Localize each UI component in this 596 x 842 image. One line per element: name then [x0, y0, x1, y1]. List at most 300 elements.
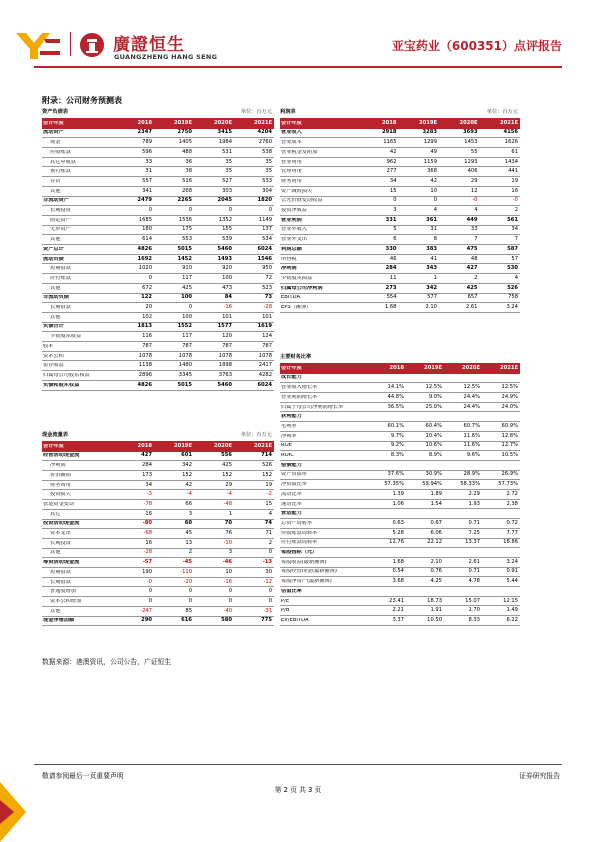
row-label: 短期借款 [50, 569, 71, 575]
row-value: 14.1% [387, 384, 404, 391]
row-value: 0 [268, 549, 272, 556]
row-label: 营业收入增长率 [281, 385, 318, 391]
row-label: 少数股东权益 [50, 334, 82, 340]
table-row [280, 265, 520, 275]
table-row [42, 294, 274, 304]
row-value: 1546 [257, 255, 272, 262]
header-divider [34, 66, 562, 68]
table-row [42, 362, 274, 372]
table-row [280, 393, 520, 403]
header-year: 2019E [424, 365, 442, 372]
row-value: 2.38 [506, 500, 518, 507]
row-value: -110 [180, 568, 192, 575]
row-label: 估值比率 [281, 588, 302, 594]
header-year: 2018 [382, 120, 397, 127]
row-value: 0.54 [392, 568, 404, 575]
table-row [280, 129, 520, 139]
table-row [42, 197, 274, 207]
row-value: 1 [433, 274, 437, 281]
row-value: 85 [185, 607, 192, 614]
row-value: 60.1% [387, 422, 404, 429]
row-value: 10.4% [425, 432, 442, 439]
row-value: 4 [268, 510, 272, 517]
table-row [42, 226, 274, 236]
row-value: 0 [268, 207, 272, 214]
table-row [42, 332, 274, 342]
row-value: 425 [466, 284, 478, 291]
row-label: 普通股增加 [50, 589, 76, 595]
row-value: 100 [182, 313, 192, 320]
header-label: 会计年度 [43, 121, 64, 127]
row-value: -20 [183, 578, 192, 585]
row-value: 4156 [503, 129, 518, 136]
table-row [42, 520, 274, 530]
row-label: 资本公积增加 [50, 598, 82, 604]
table-row [42, 158, 274, 168]
row-label: 所得税 [281, 256, 297, 262]
row-label: 经营活动现金流 [43, 453, 80, 459]
row-label: 非流动资产 [43, 198, 69, 204]
row-value: 26.9% [501, 471, 518, 478]
row-value: 368 [427, 168, 437, 175]
row-label: 其他 [50, 550, 61, 556]
row-label: 资产负债率 [281, 472, 307, 478]
row-label: 固定资产 [50, 217, 71, 223]
row-value: 24.9% [501, 393, 518, 400]
row-label: 营业收入 [281, 130, 302, 136]
table-row [42, 303, 274, 313]
row-value: 2 [188, 549, 192, 556]
row-value: 13.37 [465, 539, 480, 546]
row-value: 6024 [257, 245, 272, 252]
row-label: 管理费用 [281, 169, 302, 175]
row-value: 787 [142, 342, 152, 349]
row-label: 营业成本 [281, 140, 302, 146]
row-value: 577 [427, 294, 437, 301]
row-value: 2.29 [468, 490, 480, 497]
row-value: 789 [142, 139, 152, 146]
row-value: 31 [145, 168, 152, 175]
row-value: 35 [225, 158, 232, 165]
row-value: -247 [140, 607, 152, 614]
row-value: 19 [265, 481, 272, 488]
header-year: 2021E [254, 120, 272, 127]
row-value: 5 [393, 226, 397, 233]
row-label: 投资损失 [50, 492, 71, 498]
row-label: 营运能力 [281, 511, 302, 517]
row-value: 66 [185, 500, 192, 507]
table-row [280, 187, 520, 197]
row-value: 3415 [217, 129, 232, 136]
row-value: -3 [146, 491, 152, 498]
table-header-row [280, 119, 520, 129]
row-label: 毛利率 [281, 423, 297, 429]
row-value: 102 [142, 313, 152, 320]
row-value: 100 [222, 274, 232, 281]
row-value: 3.24 [506, 304, 518, 311]
row-value: 4.25 [430, 578, 442, 585]
row-value: 24.4% [463, 403, 480, 410]
row-value: 60.7% [463, 422, 480, 429]
row-label: 营业利润增长率 [281, 394, 318, 400]
row-label: 归属母公司净利润 [281, 285, 323, 291]
row-value: 28.9% [463, 471, 480, 478]
row-value: 273 [385, 284, 397, 291]
row-value: 33 [145, 158, 152, 165]
row-value: 0.71 [468, 568, 480, 575]
table-row [42, 539, 274, 549]
row-value: 2045 [217, 197, 232, 204]
row-label: 流动比率 [281, 491, 302, 497]
table-row [280, 480, 520, 490]
row-value: 1159 [423, 158, 437, 165]
table-row [280, 529, 520, 539]
row-value: 449 [466, 216, 478, 223]
row-value: 0 [268, 597, 272, 604]
table-unit: 单位：百万元 [240, 109, 272, 115]
row-value: 20 [145, 304, 152, 311]
row-value: 0.72 [506, 519, 518, 526]
row-value: 1685 [138, 216, 152, 223]
row-value: 331 [385, 216, 397, 223]
row-value: 2.61 [468, 558, 480, 565]
row-label: 资本公积 [43, 353, 64, 359]
row-label: 资本支出 [50, 531, 71, 537]
row-value: 36 [185, 158, 192, 165]
row-value: 25.0% [425, 403, 442, 410]
row-label: 投资净收益 [281, 208, 307, 214]
row-value: 553 [182, 236, 192, 243]
row-value: 12.7% [501, 442, 518, 449]
row-value: 84 [224, 294, 232, 301]
table-row [42, 313, 274, 323]
row-value: 4 [474, 207, 478, 214]
row-value: 57 [511, 255, 518, 262]
row-value: 16 [145, 510, 152, 517]
table-row [280, 274, 520, 284]
row-value: 0 [433, 197, 437, 204]
row-value: 37.6% [387, 471, 404, 478]
row-label: 财务费用 [50, 482, 71, 488]
row-label: 应收账款周转率 [281, 530, 318, 536]
row-value: 15 [265, 500, 272, 507]
row-value: 5015 [177, 381, 192, 388]
row-label: 长期投资 [50, 208, 71, 214]
table-header-row [280, 364, 520, 374]
header-year: 2020E [459, 120, 478, 127]
row-label: 负债合计 [43, 324, 64, 330]
row-value: 152 [182, 471, 192, 478]
row-value: 0 [268, 588, 272, 595]
row-value: 1480 [178, 362, 192, 369]
row-value: 12.5% [425, 384, 442, 391]
row-value: 2750 [177, 129, 192, 136]
table-row [280, 403, 520, 413]
row-value: 475 [466, 245, 478, 252]
header-year: 2018 [137, 443, 152, 450]
row-value: 16 [511, 187, 518, 194]
row-label: 长期投资 [50, 540, 71, 546]
table-row [280, 587, 520, 597]
row-label: 投资活动现金流 [43, 521, 80, 527]
row-value: 23.41 [389, 597, 404, 604]
row-value: 526 [507, 284, 518, 291]
table-row [280, 490, 520, 500]
row-value: 488 [182, 148, 192, 155]
row-value: 35 [225, 168, 232, 175]
row-label: 长期借款 [50, 305, 71, 311]
row-value: 120 [222, 333, 232, 340]
row-value: 7 [474, 236, 478, 243]
row-value: 1293 [464, 158, 478, 165]
row-value: 0 [228, 588, 232, 595]
table-row [280, 510, 520, 520]
row-value: 2.10 [430, 558, 442, 565]
row-value: -0 [472, 197, 478, 204]
table-row [42, 177, 274, 187]
row-value: 11 [389, 274, 397, 281]
row-value: 30.9% [425, 471, 442, 478]
row-label: 营业税金及附加 [281, 149, 318, 155]
row-value: 268 [182, 187, 192, 194]
row-value: 533 [262, 177, 272, 184]
table-row [280, 177, 520, 187]
row-label: 流动负债 [43, 256, 64, 262]
row-value: 1165 [383, 139, 397, 146]
row-label: 利润总额 [281, 246, 302, 252]
row-value: 4282 [258, 371, 272, 378]
row-value: 561 [507, 216, 518, 223]
row-value: 427 [141, 452, 152, 459]
row-value: 1493 [217, 255, 232, 262]
table-row [42, 481, 274, 491]
row-value: 0.76 [430, 568, 442, 575]
table-row [280, 216, 520, 226]
row-value: -4 [226, 491, 232, 498]
table-unit: 单位：百万元 [486, 109, 518, 115]
row-value: 303 [222, 187, 232, 194]
row-value: 1020 [138, 265, 152, 272]
row-value: 7 [514, 236, 518, 243]
row-value: 152 [222, 471, 232, 478]
row-value: 383 [426, 245, 437, 252]
row-value: 36.5% [387, 403, 404, 410]
row-value: 530 [507, 265, 518, 272]
row-value: 152 [262, 471, 272, 478]
header-year: 2019E [174, 443, 192, 450]
row-label: 每股净资产(最新摊薄) [281, 579, 332, 585]
row-value: 2.61 [465, 304, 478, 311]
row-value: 9.2% [390, 442, 404, 449]
row-value: 910 [182, 265, 192, 272]
row-value: 787 [222, 342, 232, 349]
row-value: 12.15 [503, 597, 518, 604]
table-row [42, 558, 274, 568]
row-value: 3 [228, 549, 232, 556]
row-label: 筹资活动现金流 [43, 560, 80, 566]
row-value: 1.68 [392, 558, 404, 565]
row-value: 11.6% [463, 432, 480, 439]
table-row [42, 617, 274, 627]
row-value: 2 [514, 207, 518, 214]
row-label: 其他 [50, 314, 61, 320]
table-header-row [42, 442, 274, 452]
row-value: 8.33 [468, 616, 480, 623]
row-value: 6.22 [506, 616, 518, 623]
table-row [42, 491, 274, 501]
table-row [42, 568, 274, 578]
row-value: 473 [222, 284, 232, 291]
row-value: 57.35% [384, 481, 404, 488]
row-value: 60.4% [425, 422, 442, 429]
row-value: 580 [221, 617, 232, 624]
page-number: 第 2 页 共 3 页 [274, 786, 322, 794]
row-value: 342 [426, 284, 437, 291]
table-row [280, 148, 520, 158]
row-value: 34 [145, 481, 152, 488]
row-value: 48 [470, 255, 478, 262]
row-value: -28 [143, 549, 152, 556]
row-value: 1.91 [430, 607, 442, 614]
row-value: 3763 [218, 371, 232, 378]
row-value: -80 [142, 520, 152, 527]
row-value: 1299 [423, 139, 437, 146]
row-value: 531 [222, 148, 232, 155]
header-year: 2019E [174, 120, 192, 127]
table-row [42, 129, 274, 139]
table-row [42, 607, 274, 617]
row-value: 516 [182, 177, 192, 184]
row-label: ROIC [281, 453, 294, 459]
row-value: 0 [188, 207, 192, 214]
row-value: 41 [430, 255, 437, 262]
row-value: 0.67 [430, 519, 442, 526]
row-value: -0 [146, 578, 152, 585]
table-row [42, 597, 274, 607]
row-value: 427 [466, 265, 478, 272]
row-value: 1 [228, 510, 232, 517]
logo-text: 廣證恒生 [113, 35, 185, 55]
row-value: 117 [182, 333, 192, 340]
row-value: 58.33% [460, 481, 480, 488]
row-value: 2.72 [506, 490, 518, 497]
row-label: 其他 [50, 188, 61, 194]
row-label: 无形资产 [50, 227, 71, 233]
row-value: 341 [142, 187, 152, 194]
table-row [280, 294, 520, 304]
row-label: 其他 [50, 285, 61, 291]
row-value: 0 [148, 274, 152, 281]
row-value: 657 [467, 294, 478, 301]
row-label: 折旧摊销 [50, 472, 71, 478]
row-value: 72 [265, 274, 272, 281]
row-label: 应付账款周转率 [281, 540, 318, 546]
row-value: 2347 [137, 129, 152, 136]
row-label: 其他 [50, 237, 61, 243]
row-value: 1.93 [468, 500, 480, 507]
row-value: 554 [386, 294, 397, 301]
row-value: -45 [182, 559, 192, 566]
row-label: 净负债比率 [281, 482, 307, 488]
table-row [280, 138, 520, 148]
row-value: 31 [430, 226, 437, 233]
row-value: 3283 [422, 129, 437, 136]
table-row [280, 245, 520, 255]
seal-icon [80, 33, 104, 57]
table-row [42, 529, 274, 539]
row-value: 124 [262, 333, 272, 340]
row-value: 4826 [137, 381, 152, 388]
row-value: 57.73% [498, 481, 518, 488]
row-value: 42 [389, 148, 397, 155]
header-year: 2021E [500, 365, 518, 372]
row-label: 公允价值变动收益 [281, 198, 323, 204]
row-value: -16 [223, 304, 232, 311]
row-label: 其他 [50, 608, 61, 614]
row-value: 0 [188, 588, 192, 595]
row-value: 44.8% [387, 393, 404, 400]
row-label: 现金净增加额 [43, 618, 75, 624]
row-value: 4 [433, 207, 437, 214]
row-label: 负债和股东权益 [43, 382, 80, 388]
row-value: 13 [185, 539, 192, 546]
table-header-row [42, 119, 274, 129]
row-value: 74 [264, 520, 272, 527]
row-value: 15.07 [465, 597, 480, 604]
row-value: 534 [262, 236, 272, 243]
row-value: 3.37 [392, 616, 404, 623]
row-value: 342 [182, 462, 192, 469]
row-value: 180 [142, 226, 152, 233]
row-value: 60 [184, 520, 192, 527]
table-caption: 现金流量表 [42, 432, 68, 438]
table-row [42, 255, 274, 265]
row-value: 61 [511, 148, 518, 155]
row-value: 33 [470, 226, 478, 233]
row-value: 290 [141, 617, 152, 624]
row-label: 每股指标（元） [281, 550, 318, 556]
table-row [280, 255, 520, 265]
row-value: 1536 [178, 216, 192, 223]
table-row [42, 148, 274, 158]
header-year: 2018 [137, 120, 152, 127]
row-value: 527 [222, 177, 232, 184]
row-value: 10.5% [501, 452, 518, 459]
row-label: 少数股东损益 [281, 275, 313, 281]
row-label: EBITDA [281, 295, 300, 301]
row-value: 1453 [464, 139, 478, 146]
header-year: 2018 [389, 365, 404, 372]
row-value: 35 [265, 158, 272, 165]
table-row [42, 452, 274, 462]
row-value: 284 [142, 462, 152, 469]
row-value: 10.6% [425, 442, 442, 449]
table-row [42, 216, 274, 226]
row-value: 1149 [258, 216, 272, 223]
row-value: 8.3% [390, 452, 404, 459]
row-value: 0.91 [506, 568, 518, 575]
row-label: 财务费用 [281, 178, 302, 184]
row-value: 601 [181, 452, 192, 459]
row-value: 0 [148, 597, 152, 604]
row-value: 29 [225, 481, 232, 488]
row-value: 45 [185, 530, 192, 537]
row-value: 758 [508, 294, 518, 301]
row-label: 归属母公司股东权益 [43, 372, 90, 378]
row-value: 3345 [178, 371, 192, 378]
row-value: 175 [182, 226, 192, 233]
row-value: 787 [182, 342, 192, 349]
